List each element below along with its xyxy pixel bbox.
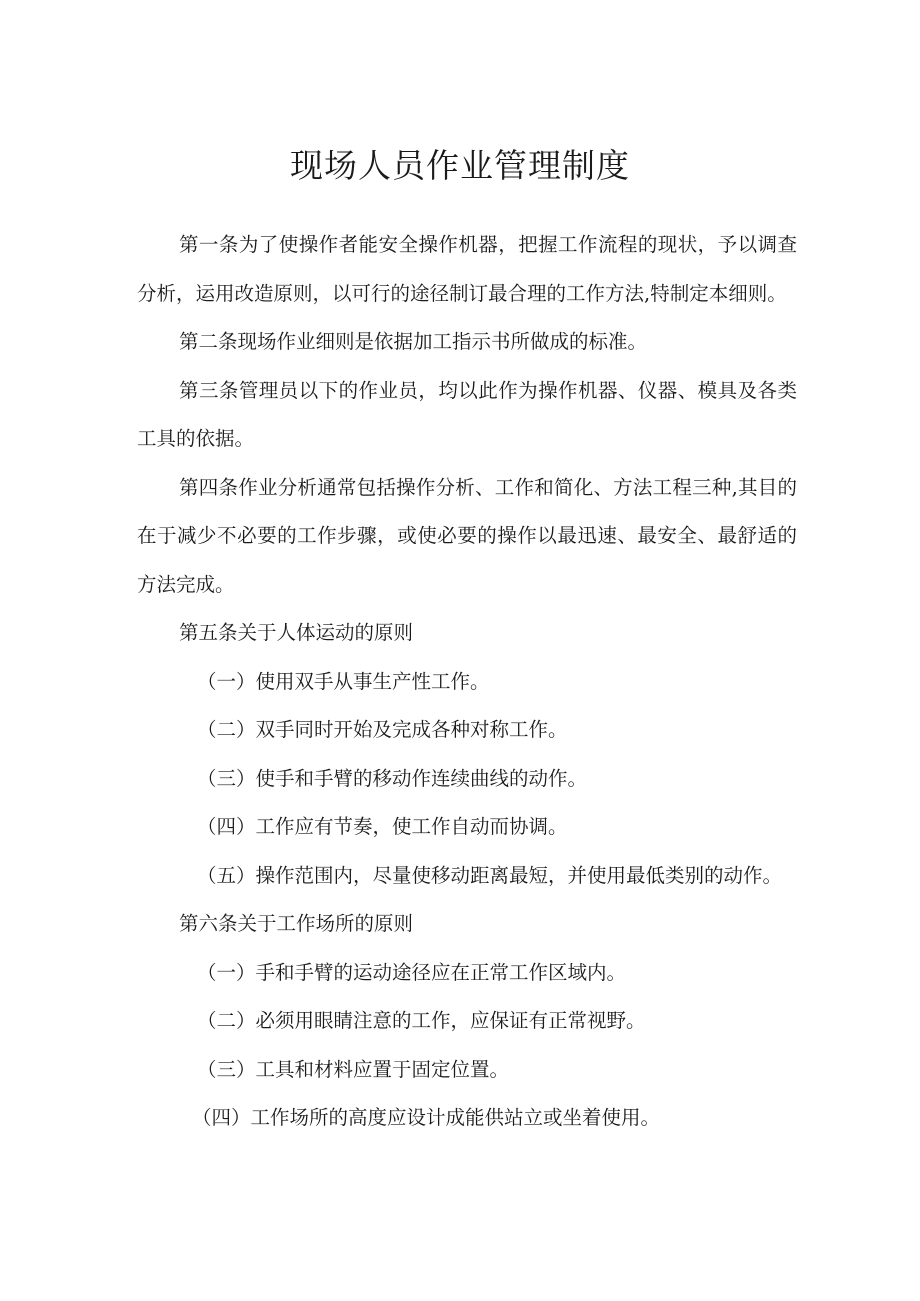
article-6-item: （三）工具和材料应置于固定位置。 bbox=[197, 1057, 510, 1081]
document-title: 现场人员作业管理制度 bbox=[290, 146, 630, 185]
article-5-item: （五）操作范围内，尽量使移动距离最短，并使用最低类别的动作。 bbox=[197, 863, 783, 887]
article-6-heading: 第六条关于工作场所的原则 bbox=[179, 912, 414, 935]
article-5-item: （三）使手和手臂的移动作连续曲线的动作。 bbox=[197, 766, 588, 790]
article-2: 第二条现场作业细则是依据加工指示书所做成的标准。 bbox=[179, 330, 648, 353]
article-5-item: （一）使用双手从事生产性工作。 bbox=[197, 669, 490, 693]
article-3: 第三条管理员以下的作业员，均以此作为操作机器、仪器、模具及各类工具的依据。 bbox=[137, 378, 797, 450]
article-6-item: （二）必须用眼睛注意的工作，应保证有正常视野。 bbox=[197, 1009, 646, 1032]
article-1: 第一条为了使操作者能安全操作机器，把握工作流程的现状，予以调查分析，运用改造原则，以可行的途径制订最合理的工作方法,特制定本细则。 bbox=[137, 233, 797, 305]
article-6-item: （四）工作场所的高度应设计成能供站立或坐着使用。 bbox=[192, 1106, 661, 1129]
article-5-item: （二）双手同时开始及完成各种对称工作。 bbox=[197, 718, 568, 741]
article-6-item: （一）手和手臂的运动途径应在正常工作区域内。 bbox=[197, 960, 627, 984]
article-5-heading: 第五条关于人体运动的原则 bbox=[179, 621, 414, 644]
article-4: 第四条作业分析通常包括操作分析、工作和简化、方法工程三种,其目的在于减少不必要的工作步骤，或使必要的操作以最迅速、最安全、最舒适的方法完成。 bbox=[137, 475, 797, 596]
document-body bbox=[137, 221, 797, 1143]
article-5-item: （四）工作应有节奏，使工作自动而协调。 bbox=[197, 815, 568, 838]
